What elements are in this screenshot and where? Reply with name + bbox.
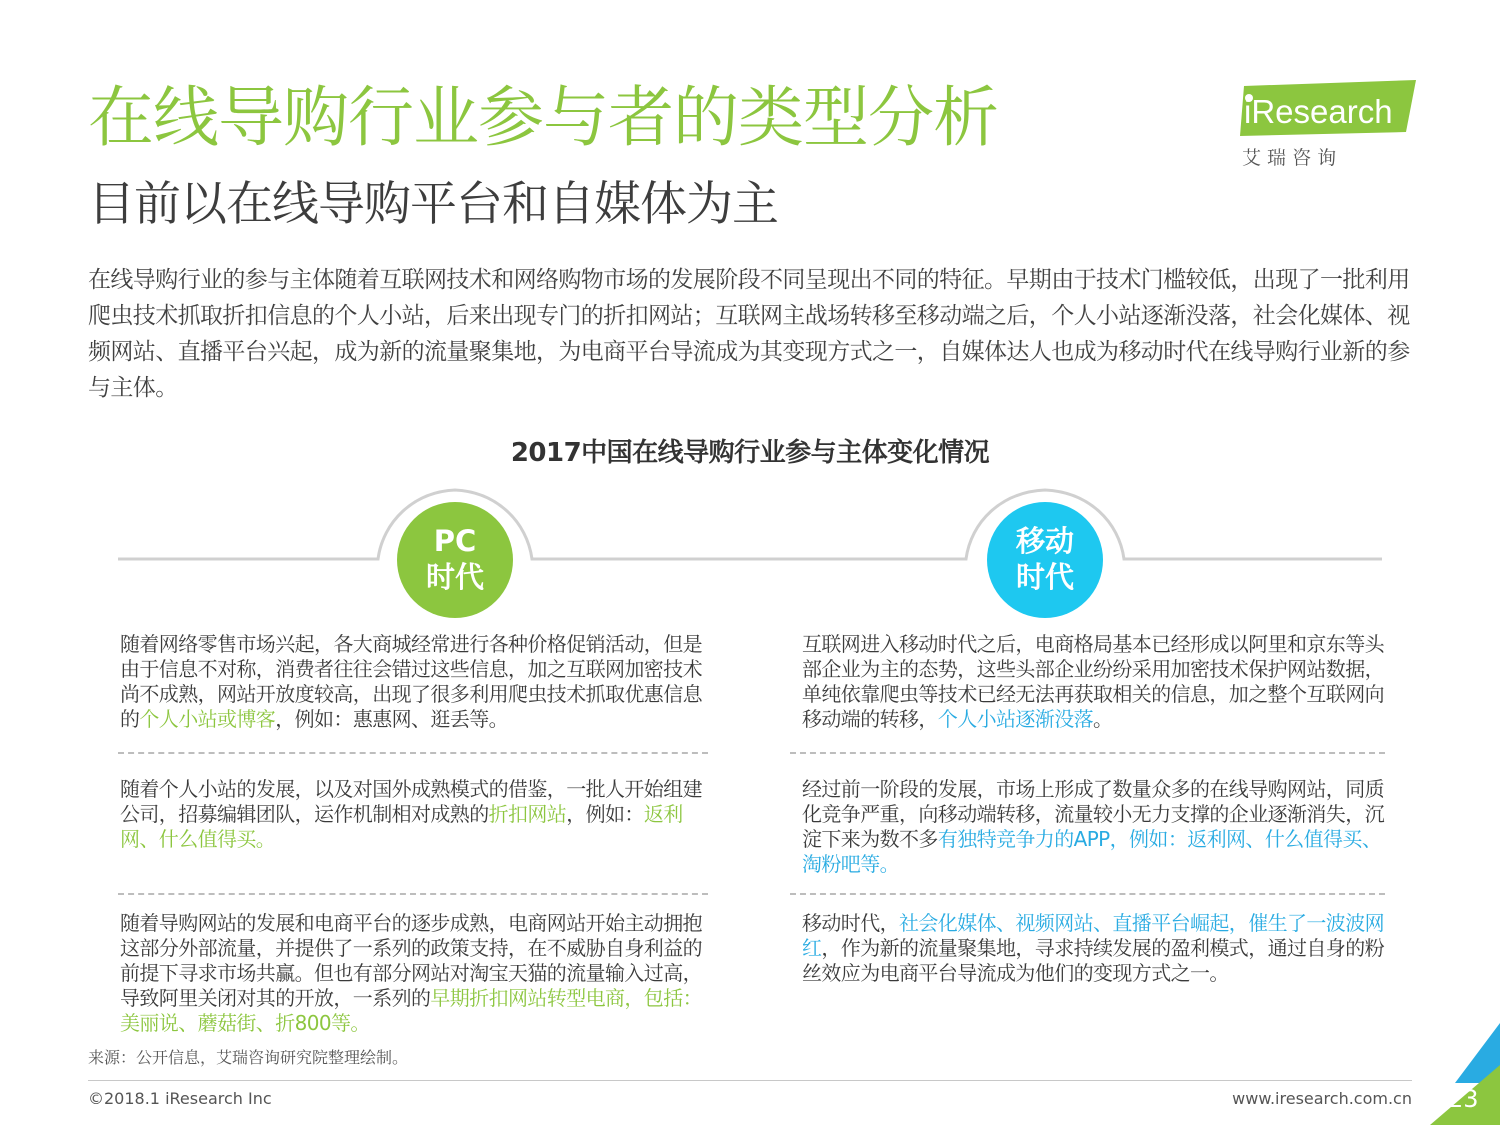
pc-era-label xyxy=(395,523,515,595)
pc-item-2-text: 随着个人小站的发展，以及对国外成熟模式的借鉴，一批人开始组建公司，招募编辑团队，运作机制相对成熟的 xyxy=(120,777,702,826)
pc-era-label-line1: PC xyxy=(433,524,477,558)
mobile-item-1-highlight: 个人小站逐渐没落 xyxy=(937,707,1094,731)
mobile-divider-1 xyxy=(790,752,1385,754)
mobile-item-3 xyxy=(802,911,1392,986)
mobile-item-3-tail: ，作为新的流量聚集地，寻求持续发展的盈利模式，通过自身的粉丝效应为电商平台导流成为他们的变现方式之一。 xyxy=(802,936,1385,985)
mobile-era-label xyxy=(985,523,1105,595)
pc-item-2 xyxy=(120,777,710,852)
pc-item-1-highlight: 个人小站或博客 xyxy=(139,707,276,731)
mobile-item-2-text: 经过前一阶段的发展，市场上形成了数量众多的在线导购网站，同质化竞争严重，向移动端转移，流量较小无力支撑的企业逐渐消失，沉淀下来为数不多 xyxy=(802,777,1384,851)
mobile-item-2-highlight: 有独特竞争力的APP，例如：返利网、什么值得买、淘粉吧等。 xyxy=(802,827,1382,876)
intro-paragraph: 在线导购行业的参与主体随着互联网技术和网络购物市场的发展阶段不同呈现出不同的特征。早期由于技术门槛较低，出现了一批利用爬虫技术抓取折扣信息的个人小站，后来出现专门的折扣网站；互联网主战场转移至移动端之后，个人小站逐渐没落，社会化媒体、视频网站、直播平台兴起，成为新的流量聚集地，为电商平台导流成为其变现方式之一，自媒体达人也成为移动时代在线导购行业新的参与主体。 xyxy=(88,267,1410,401)
era-timeline xyxy=(0,470,1500,640)
pc-item-1-tail: ，例如：惠惠网、逛丢等。 xyxy=(275,707,509,731)
pc-item-3 xyxy=(120,911,710,1036)
mobile-item-1-tail: 。 xyxy=(1093,707,1113,731)
page-subtitle: 目前以在线导购平台和自媒体为主 xyxy=(88,177,778,232)
mobile-item-1 xyxy=(802,632,1392,732)
mobile-item-2 xyxy=(802,777,1392,877)
copyright: ©2018.1 iResearch Inc xyxy=(88,1089,272,1108)
page-title: 在线导购行业参与者的类型分析 xyxy=(88,79,998,156)
mobile-item-1-text: 互联网进入移动时代之后，电商格局基本已经形成以阿里和京东等头部企业为主的态势，这些头部企业纷纷采用加密技术保护网站数据，单纯依靠爬虫等技术已经无法再获取相关的信息，加之整个互联网向移动端的转移， xyxy=(802,632,1384,731)
logo-subtext: 艾 瑞 咨 询 xyxy=(1242,147,1337,169)
mobile-era-label-line1: 移动 xyxy=(1015,524,1074,558)
mobile-divider-2 xyxy=(790,893,1385,895)
logo-text: iResearch xyxy=(1244,93,1393,130)
mobile-item-3-highlight: 社会化媒体、视频网站、直播平台崛起，催生了一波波网红 xyxy=(802,911,1384,960)
pc-item-2-highlight: 折扣网站 xyxy=(488,802,567,826)
pc-divider-1 xyxy=(118,752,708,754)
pc-item-1-text: 随着网络零售市场兴起，各大商城经常进行各种价格促销活动，但是由于信息不对称，消费者往往会错过这些信息，加之互联网加密技术尚不成熟，网站开放度较高，出现了很多利用爬虫技术抓取优惠信息的 xyxy=(120,632,702,731)
page-number: 23 xyxy=(1448,1085,1479,1113)
website-link[interactable]: www.iresearch.com.cn xyxy=(1232,1089,1412,1108)
footer-divider xyxy=(88,1080,1412,1081)
source-note: 来源：公开信息，艾瑞咨询研究院整理绘制。 xyxy=(88,1048,409,1067)
pc-item-3-text: 随着导购网站的发展和电商平台的逐步成熟，电商网站开始主动拥抱这部分外部流量，并提供了一系列的政策支持，在不威胁自身利益的前提下寻求市场共赢。但也有部分网站对淘宝天猫的流量输入过高，导致阿里关闭对其的开放，一系列的 xyxy=(120,911,702,1010)
chart-title: 2017中国在线导购行业参与主体变化情况 xyxy=(510,438,990,468)
pc-divider-2 xyxy=(118,893,708,895)
iresearch-logo xyxy=(1238,80,1428,170)
mobile-era-label-line2: 时代 xyxy=(1015,560,1074,594)
pc-item-3-highlight: 早期折扣网站转型电商，包括：美丽说、蘑菇街、折800等。 xyxy=(120,986,703,1035)
mobile-item-3-text: 移动时代， xyxy=(802,911,899,935)
pc-item-1 xyxy=(120,632,710,732)
pc-item-2-tail: ，例如： xyxy=(566,802,644,826)
pc-item-2-highlight-2: 返利网、什么值得买。 xyxy=(120,802,683,851)
pc-era-label-line2: 时代 xyxy=(425,560,484,594)
